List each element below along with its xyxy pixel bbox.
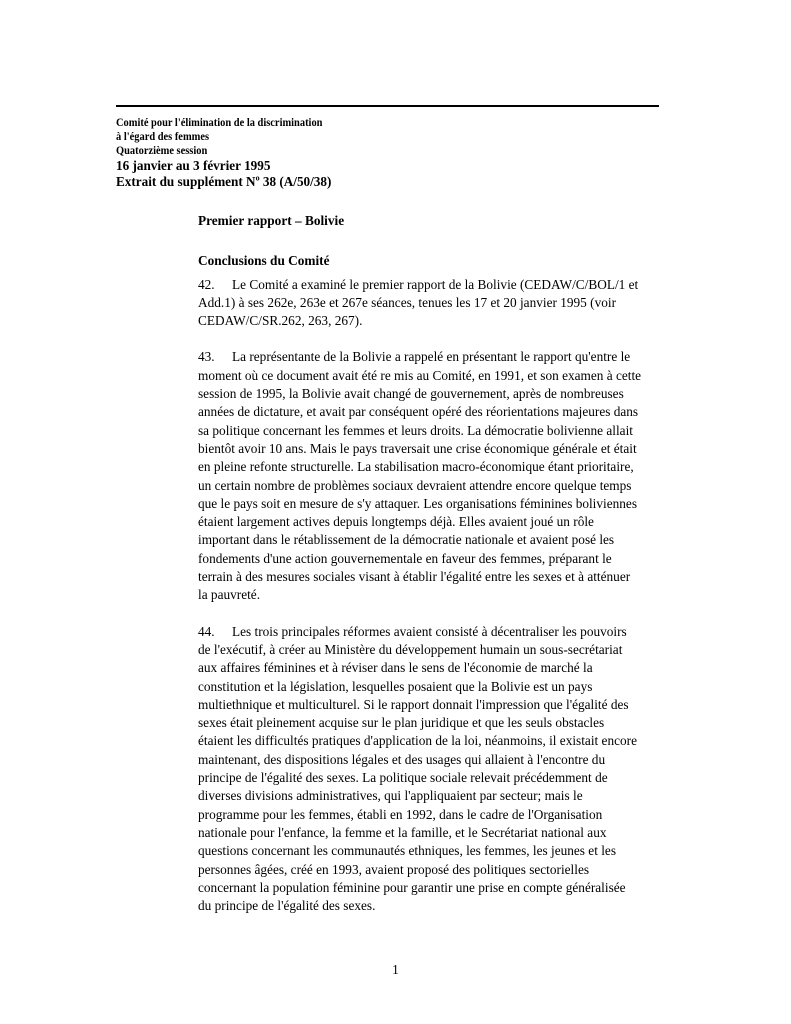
paragraph-line: années de dictature, et avait par conséquent opéré des réorientations majeures dans xyxy=(198,404,639,420)
paragraph-line: en pleine refonte structurelle. La stabilisation macro-économique étant prioritaire, xyxy=(198,459,634,475)
paragraph-line: personnes âgées, créé en 1993, avaient proposé des politiques sectorielles xyxy=(198,861,590,877)
paragraph-42 xyxy=(198,276,668,331)
paragraph-43 xyxy=(198,348,668,604)
paragraph-line: étaient largement actives depuis longtemps déjà. Elles avaient joué un rôle xyxy=(198,514,594,530)
supplement-suffix: 38 (A/50/38) xyxy=(259,173,332,189)
paragraph-line: de l'exécutif, à créer au Ministère du développement humain un sous-secrétariat xyxy=(198,641,623,657)
paragraph-line: important dans le rétablissement de la démocratie nationale et avaient posé les xyxy=(198,532,615,548)
paragraph-line: terrain à des mesures sociales visant à établir l'égalité entre les sexes et à atténuer xyxy=(198,569,631,585)
paragraph-line: étaient les difficultés pratiques d'application de la loi, néanmoins, il existait encore xyxy=(198,733,637,749)
paragraph-line: session de 1995, la Bolivie avait changé de gouvernement, après de nombreuses xyxy=(198,386,624,402)
paragraph-44 xyxy=(198,623,668,916)
committee-name-line-2: à l'égard des femmes xyxy=(116,130,210,143)
paragraph-line: 44. Les trois principales réformes avaient consisté à décentraliser les pouvoirs xyxy=(198,623,668,641)
paragraph-number: 43. xyxy=(198,349,215,365)
paragraph-line: aux affaires féminines et à réviser dans le sens de l'économie de marché la xyxy=(198,660,593,676)
supplement-prefix: Extrait du supplément N xyxy=(116,173,256,189)
paragraph-line: sa politique concernant les femmes et leurs droits. La démocratie bolivienne allait xyxy=(198,422,633,438)
supplement-reference xyxy=(116,174,676,190)
paragraph-line: programme pour les femmes, établi en 1992, dans le cadre de l'Organisation xyxy=(198,806,603,822)
session-dates: 16 janvier au 3 février 1995 xyxy=(116,158,271,173)
paragraph-line: sexes était pleinement acquise sur le plan juridique et que les seuls obstacles xyxy=(198,715,605,731)
paragraph-line: questions concernant les communautés ethniques, les femmes, les jeunes et les xyxy=(198,843,617,859)
paragraph-line: la pauvreté. xyxy=(198,587,261,603)
paragraph-line: fondements d'une action gouvernementale en faveur des femmes, préparant le xyxy=(198,550,612,566)
committee-name-line-1: Comité pour l'élimination de la discrimination xyxy=(116,116,323,129)
paragraph-line: 42. Le Comité a examiné le premier rapport de la Bolivie (CEDAW/C/BOL/1 et xyxy=(198,276,668,294)
paragraph-line: maintenant, des dispositions légales et des usages qui allaient à l'encontre du xyxy=(198,751,606,767)
paragraph-line: Add.1) à ses 262e, 263e et 267e séances, tenues les 17 et 20 janvier 1995 (voir xyxy=(198,294,616,310)
paragraph-number: 42. xyxy=(198,276,215,292)
paragraph-line: nationale pour l'enfance, la femme et la famille, et le Secrétariat national aux xyxy=(198,824,607,840)
report-title: Premier rapport – Bolivie xyxy=(198,213,345,228)
session-label: Quatorzième session xyxy=(116,144,208,157)
paragraph-number: 44. xyxy=(198,623,215,639)
paragraph-line: constitution et la législation, lesquelles posaient que la Bolivie est un pays xyxy=(198,678,593,694)
paragraph-line: un certain nombre de problèmes sociaux devraient attendre encore quelque temps xyxy=(198,477,632,493)
conclusions-heading: Conclusions du Comité xyxy=(198,253,330,269)
paragraph-line: multiethnique et multiculturel. Si le rapport donnait l'impression que l'égalité des xyxy=(198,696,629,712)
paragraph-line: moment où ce document avait été re mis au Comité, en 1991, et son examen à cette xyxy=(198,367,642,383)
paragraph-line: CEDAW/C/SR.262, 263, 267). xyxy=(198,313,363,329)
document-body xyxy=(198,212,668,933)
paragraph-line: diverses divisions administratives, qui l'appliquaient par secteur; mais le xyxy=(198,788,583,804)
page-number: 1 xyxy=(392,962,399,977)
paragraph-line: bientôt avoir 10 ans. Mais le pays traversait une crise économique générale et était xyxy=(198,440,637,456)
document-header xyxy=(116,116,676,189)
header-rule xyxy=(116,105,659,107)
paragraph-line: principe de l'égalité des sexes. La politique sociale relevait précédemment de xyxy=(198,770,608,786)
supplement-number-sign: o xyxy=(255,173,260,183)
paragraph-line: que le pays soit en mesure de s'y attaquer. Les organisations féminines boliviennes xyxy=(198,495,637,511)
paragraph-line: concernant la population féminine pour garantir une prise en compte généralisée xyxy=(198,879,626,895)
paragraph-line: du principe de l'égalité des sexes. xyxy=(198,898,376,914)
paragraph-line: 43. La représentante de la Bolivie a rappelé en présentant le rapport qu'entre le xyxy=(198,348,668,366)
